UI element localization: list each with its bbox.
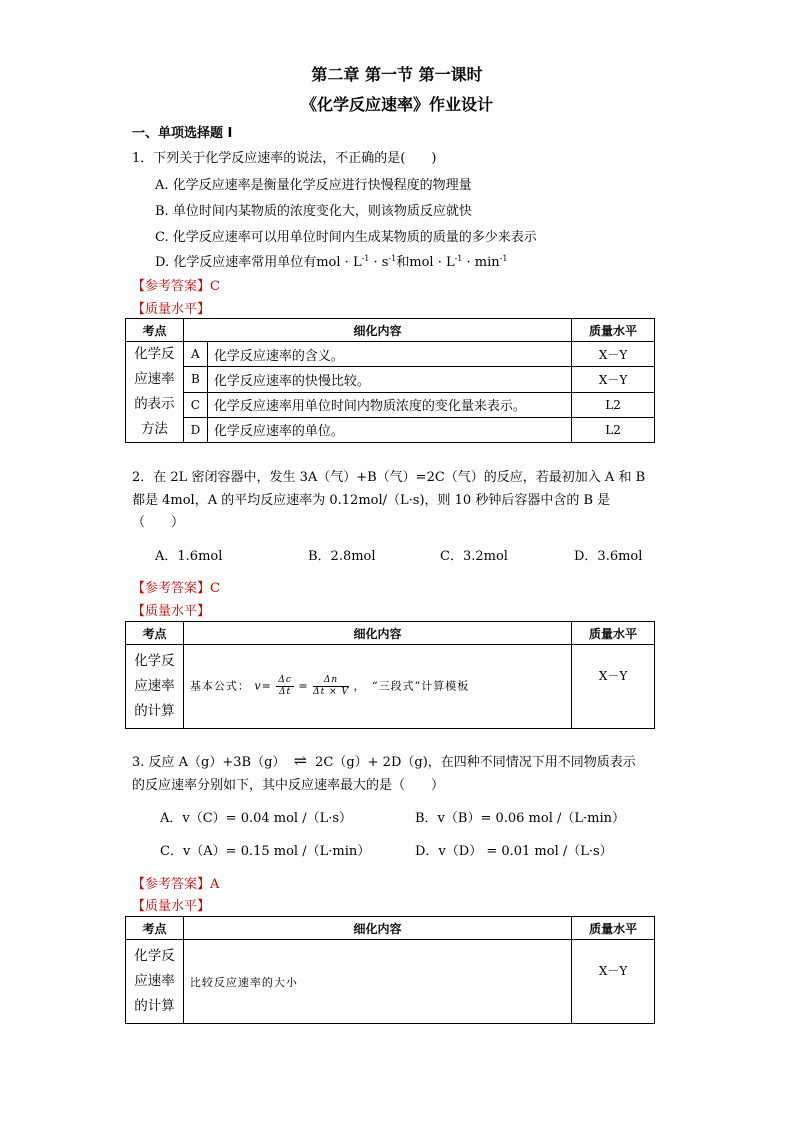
- q1-option-d: [155, 251, 507, 270]
- table-row: [126, 392, 655, 417]
- kaodian-line: 化学反: [134, 653, 175, 669]
- formula-suffix: ， “三段式”计算模板: [353, 679, 470, 693]
- q3-quality-table: [125, 916, 655, 1024]
- table-row: [126, 645, 655, 729]
- q1-option-d-unit1: mol · L: [316, 255, 362, 270]
- q2-quality-table: [125, 621, 655, 729]
- table-header-row: [126, 319, 655, 342]
- q3-option-a: A．v（C）= 0.04 mol /（L·s）: [160, 811, 353, 826]
- formula-v: v=: [254, 679, 272, 693]
- formula-equals: =: [298, 679, 309, 693]
- fraction-numerator: Δn: [313, 675, 349, 687]
- table-row: [126, 940, 655, 1024]
- kaodian-line: 应速率: [134, 973, 175, 989]
- kaodian-line: 的计算: [134, 998, 175, 1014]
- q3-option-b: B．v（B）= 0.06 mol /（L·min）: [415, 811, 625, 826]
- q1-option-d-exp1: -1: [361, 254, 370, 263]
- row-letter: B: [183, 367, 207, 392]
- q3-answer: 【参考答案】A: [132, 877, 220, 892]
- q1-option-a: A. 化学反应速率是衡量化学反应进行快慢程度的物理量: [155, 178, 472, 193]
- q2-option-d: D．3.6mol: [574, 549, 643, 564]
- fraction-denominator: Δt: [279, 687, 292, 697]
- section-heading: 一、单项选择题 I: [132, 126, 233, 141]
- q1-option-c: C. 化学反应速率可以用单位时间内生成某物质的质量的多少来表示: [155, 230, 537, 245]
- equilibrium-arrow-icon: ⇌: [293, 751, 307, 770]
- q1-option-d-exp4: -1: [499, 254, 508, 263]
- row-content: 比较反应速率的大小: [183, 940, 571, 1024]
- q1-quality-label: 【质量水平】: [132, 302, 211, 317]
- row-content: 化学反应速率的含义。: [207, 342, 571, 367]
- kaodian-line: 应速率: [134, 678, 175, 694]
- q3-stem-part1: 3. 反应 A（g）+3B（g）: [132, 755, 286, 770]
- kaodian-line: 应速率: [134, 371, 175, 387]
- header-content: 细化内容: [183, 622, 571, 645]
- kaodian-line: 的计算: [134, 703, 175, 719]
- q1-option-d-exp2: -1: [388, 254, 397, 263]
- q2-option-a: A．1.6mol: [155, 549, 223, 564]
- kaodian-cell: [126, 645, 184, 729]
- q2-stem-line1: 2．在 2L 密闭容器中，发生 3A（气）+B（气）=2C（气）的反应，若最初加入 A 和 B: [132, 470, 646, 485]
- q1-option-d-mid1: · s: [369, 255, 389, 270]
- q3-stem-line2: 的反应速率分别如下，其中反应速率最大的是（ ）: [132, 778, 445, 793]
- row-level: X－Y: [572, 367, 655, 392]
- q2-answer: 【参考答案】C: [132, 581, 220, 596]
- kaodian-line: 化学反: [134, 346, 175, 362]
- q3-option-c: C．v（A）= 0.15 mol /（L·min）: [160, 844, 371, 859]
- formula-cell: [183, 645, 571, 729]
- q1-option-d-exp3: -1: [454, 254, 463, 263]
- q3-stem-part2: 2C（g）+ 2D（g)，在四种不同情况下用不同物质表示: [315, 755, 636, 770]
- table-row: [126, 417, 655, 442]
- table-header-row: [126, 622, 655, 645]
- q2-option-b: B．2.8mol: [308, 549, 376, 564]
- q1-stem: 1．下列关于化学反应速率的说法，不正确的是( ): [132, 151, 437, 166]
- header-content: 细化内容: [183, 319, 571, 342]
- row-content: 化学反应速率用单位时间内物质浓度的变化量来表示。: [207, 392, 571, 417]
- header-level: 质量水平: [572, 319, 655, 342]
- header-content: 细化内容: [183, 917, 571, 940]
- row-letter: C: [183, 392, 207, 417]
- row-level: L2: [572, 417, 655, 442]
- header-level: 质量水平: [572, 622, 655, 645]
- kaodian-line: 的表示: [134, 396, 175, 412]
- q3-stem-line1: [132, 751, 636, 770]
- fraction-dc-dt: [276, 675, 294, 698]
- kaodian-line: 化学反: [134, 948, 175, 964]
- kaodian-line: 方法: [140, 421, 168, 437]
- header-kaodian: 考点: [126, 319, 184, 342]
- formula-prefix: 基本公式：: [189, 679, 250, 693]
- row-level: L2: [572, 392, 655, 417]
- table-header-row: [126, 917, 655, 940]
- fraction-numerator: Δc: [278, 675, 292, 685]
- header-kaodian: 考点: [126, 622, 184, 645]
- q1-quality-table: [125, 318, 655, 443]
- fraction-dn-dtv: [313, 675, 349, 698]
- q2-option-c: C．3.2mol: [440, 549, 508, 564]
- row-letter: D: [183, 417, 207, 442]
- q2-stem-line3: （ ）: [132, 515, 185, 530]
- row-level: X－Y: [572, 342, 655, 367]
- header-level: 质量水平: [572, 917, 655, 940]
- row-level: X－Y: [572, 645, 655, 729]
- row-content: 化学反应速率的单位。: [207, 417, 571, 442]
- row-content: 化学反应速率的快慢比较。: [207, 367, 571, 392]
- q3-option-d: D．v（D） = 0.01 mol /（L·s）: [415, 844, 613, 859]
- kaodian-cell: [126, 342, 184, 443]
- q3-quality-label: 【质量水平】: [132, 899, 211, 914]
- header-kaodian: 考点: [126, 917, 184, 940]
- q1-answer: 【参考答案】C: [132, 279, 220, 294]
- table-row: [126, 367, 655, 392]
- q1-option-d-mid2: · min: [462, 255, 500, 270]
- q2-stem-line2: 都是 4mol，A 的平均反应速率为 0.12mol/（L·s)，则 10 秒钟后容器中含的 B 是: [132, 493, 611, 508]
- q1-option-d-prefix: D. 化学反应速率常用单位有: [155, 255, 317, 270]
- table-row: [126, 342, 655, 367]
- q1-option-d-and: 和mol · L: [396, 255, 455, 270]
- kaodian-cell: [126, 940, 184, 1024]
- fraction-denominator: Δt × V: [313, 687, 349, 697]
- row-level: X－Y: [572, 940, 655, 1024]
- q2-quality-label: 【质量水平】: [132, 604, 211, 619]
- page-title-line1: 第二章 第一节 第一课时: [311, 65, 483, 84]
- page-title-line2: 《化学反应速率》作业设计: [300, 95, 493, 114]
- row-letter: A: [183, 342, 207, 367]
- q1-option-b: B. 单位时间内某物质的浓度变化大，则该物质反应就快: [155, 204, 472, 219]
